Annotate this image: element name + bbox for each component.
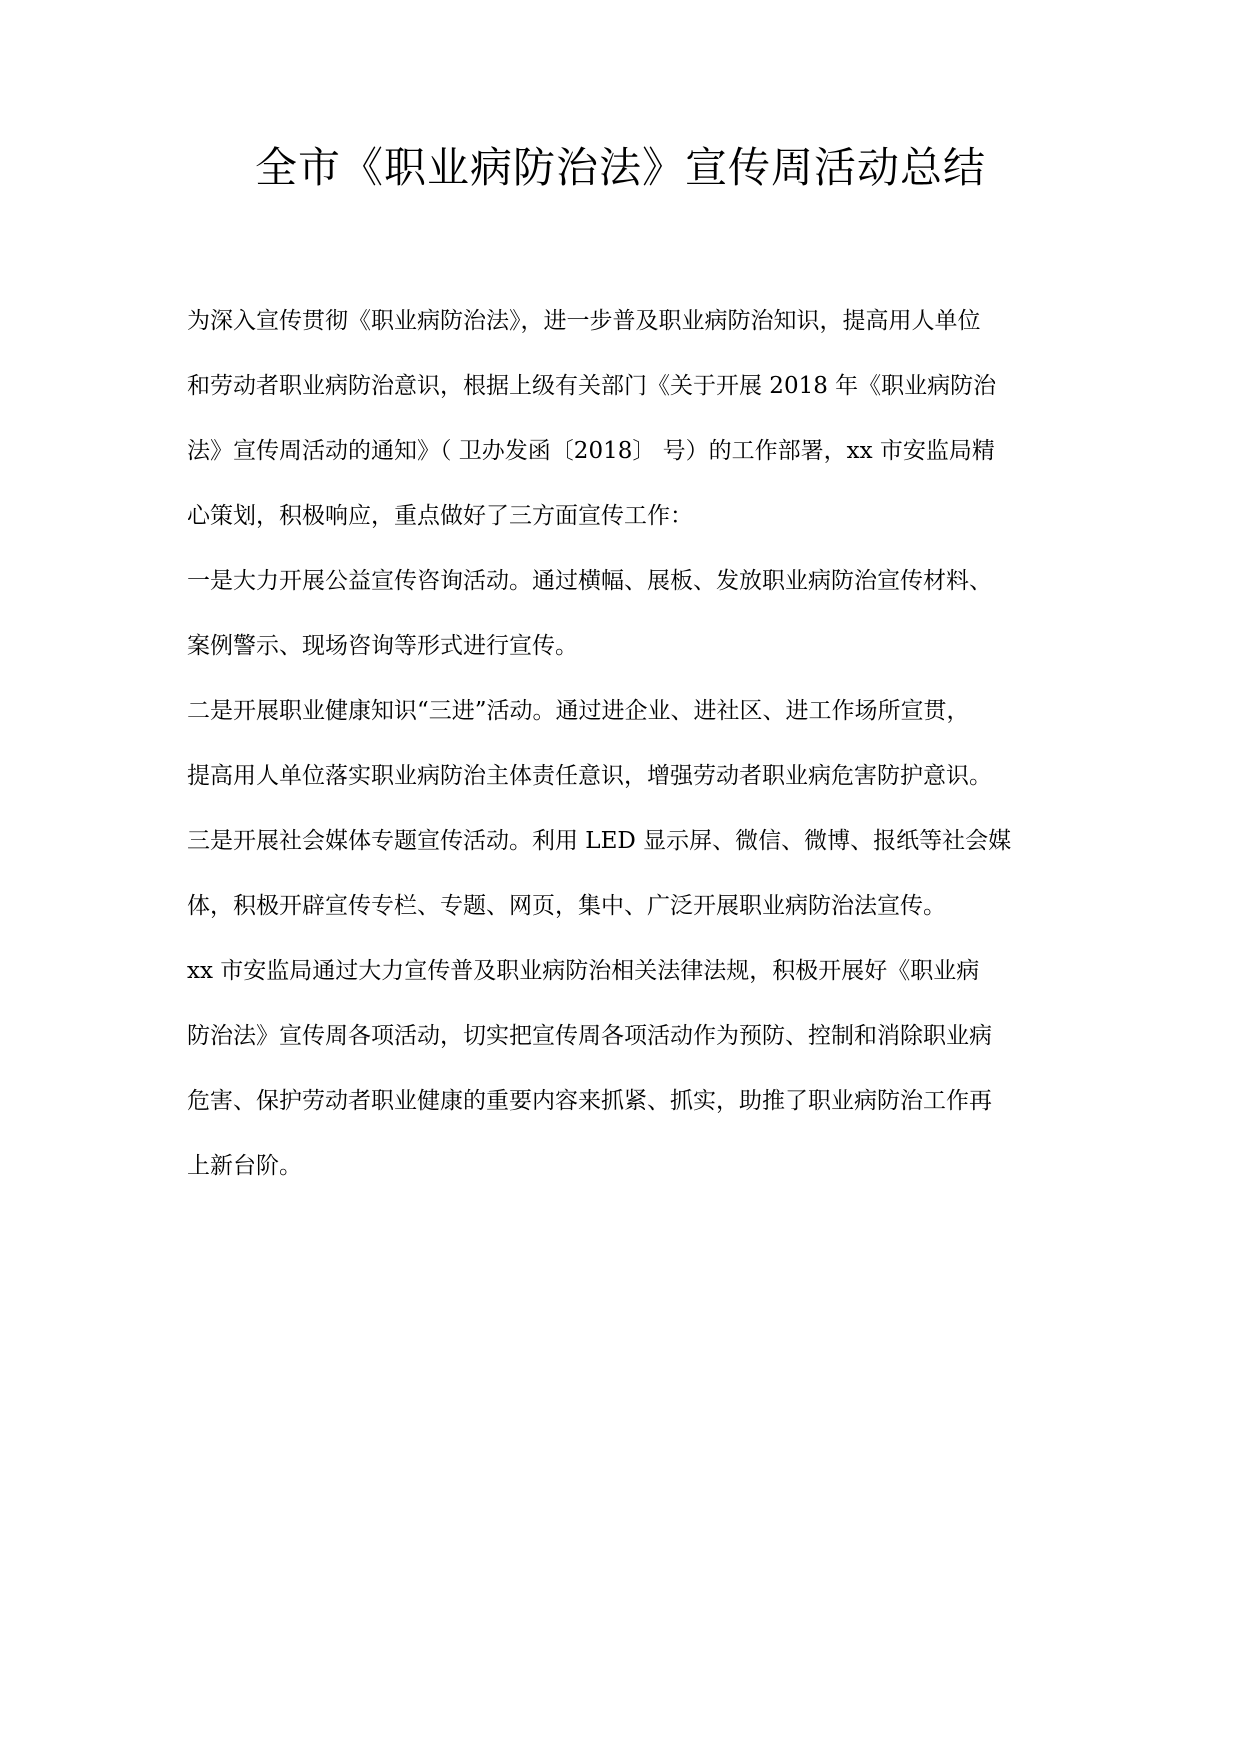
body-line: 和劳动者职业病防治意识，根据上级有关部门《关于开展 2018 年《职业病防治 (187, 373, 997, 399)
body-line: 法》宣传周活动的通知》（ 卫办发函〔2018〕 号）的工作部署，xx 市安监局精 (187, 438, 995, 464)
body-line: 案例警示、现场咨询等形式进行宣传。 (187, 633, 578, 659)
document-title: 全市《职业病防治法》宣传周活动总结 (254, 143, 986, 192)
body-line: 提高用人单位落实职业病防治主体责任意识，增强劳动者职业病危害防护意识。 (187, 763, 992, 789)
body-line: 三是开展社会媒体专题宣传活动。利用 LED 显示屏、微信、微博、报纸等社会媒 (187, 828, 1012, 854)
body-line: 体，积极开辟宣传专栏、专题、网页，集中、广泛开展职业病防治法宣传。 (187, 893, 946, 919)
body-line: xx 市安监局通过大力宣传普及职业病防治相关法律法规，积极开展好《职业病 (187, 958, 980, 984)
body-line: 危害、保护劳动者职业健康的重要内容来抓紧、抓实，助推了职业病防治工作再 (187, 1088, 992, 1114)
body-line: 上新台阶。 (187, 1153, 302, 1179)
document-body (187, 289, 1067, 1199)
body-line: 心策划，积极响应，重点做好了三方面宣传工作： (187, 503, 693, 529)
body-line: 为深入宣传贯彻《职业病防治法》，进一步普及职业病防治知识，提高用人单位 (187, 308, 981, 334)
body-line: 二是开展职业健康知识“三进”活动。通过进企业、进社区、进工作场所宣贯， (187, 698, 970, 724)
body-line: 一是大力开展公益宣传咨询活动。通过横幅、展板、发放职业病防治宣传材料、 (187, 568, 992, 594)
body-line: 防治法》宣传周各项活动，切实把宣传周各项活动作为预防、控制和消除职业病 (187, 1023, 992, 1049)
